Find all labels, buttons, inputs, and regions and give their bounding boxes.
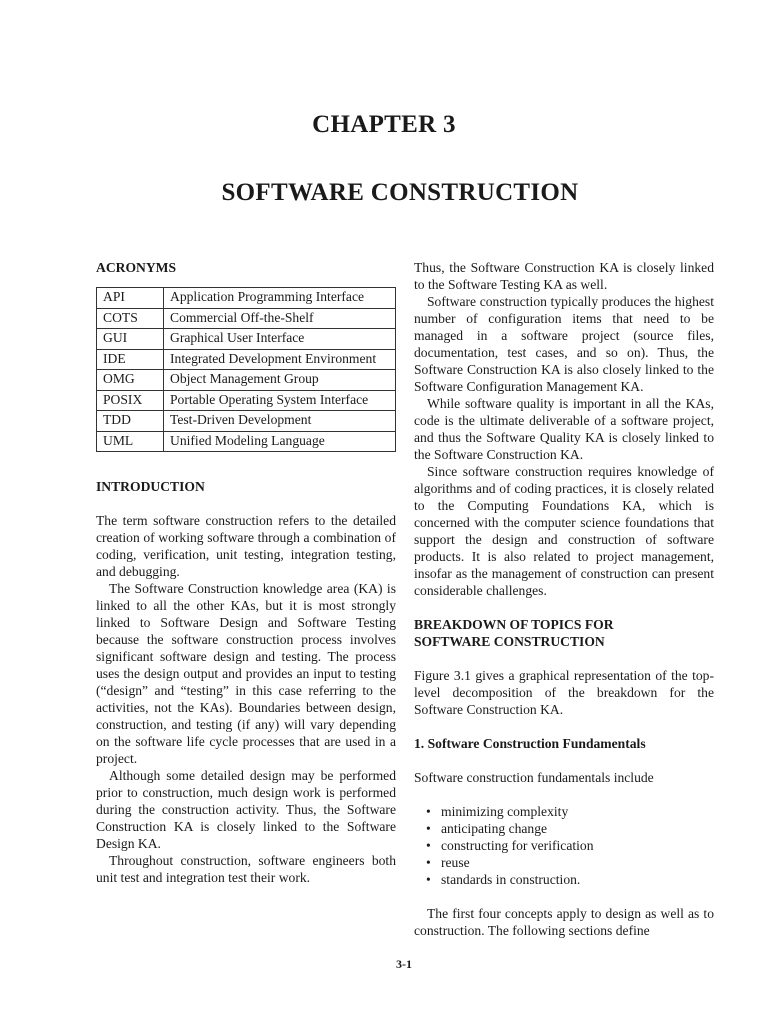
- acronym-meaning: Unified Modeling Language: [164, 431, 396, 452]
- list-item-text: constructing for verification: [441, 838, 594, 853]
- right-paragraph-4: Since software construction requires knowledge of algorithms and of coding practices, it is closely related to the Computing Foundations KA, which is concerned with the computer science foundations that support the design and construction of software products. It is also related to project management, insofar as the management of construction can present considerable challenges.: [414, 464, 714, 598]
- acronyms-table: [96, 287, 396, 452]
- acronym-abbr: POSIX: [97, 390, 164, 411]
- list-item: [426, 871, 714, 888]
- right-column: [414, 259, 714, 939]
- intro-paragraph-3: Although some detailed design may be performed prior to construction, much design work is performed during the construction activity. Thus, the Software Construction KA is closely linked to the Software Design KA.: [96, 768, 396, 851]
- acronym-row: [97, 411, 396, 432]
- breakdown-paragraph: Figure 3.1 gives a graphical representation of the top-level decomposition of the breakdown for the Software Construction KA.: [414, 668, 714, 717]
- acronym-meaning: Test-Driven Development: [164, 411, 396, 432]
- acronym-row: [97, 370, 396, 391]
- acronym-row: [97, 288, 396, 309]
- acronym-meaning: Application Programming Interface: [164, 288, 396, 309]
- bullet-icon: •: [426, 838, 431, 853]
- right-paragraph-1: Thus, the Software Construction KA is closely linked to the Software Testing KA as well.: [414, 260, 714, 292]
- acronym-abbr: GUI: [97, 329, 164, 350]
- chapter-number: CHAPTER 3: [312, 111, 456, 138]
- acronym-abbr: UML: [97, 431, 164, 452]
- list-item: [426, 854, 714, 871]
- acronym-meaning: Integrated Development Environment: [164, 349, 396, 370]
- right-paragraph-2: Software construction typically produces the highest number of configuration items that need to be managed in a software project (source files, documentation, test cases, and so on). Thus, the Software Construction KA is also closely linked to the Software Configuration Management KA.: [414, 294, 714, 394]
- acronym-abbr: TDD: [97, 411, 164, 432]
- intro-paragraph-4: Throughout construction, software engineers both unit test and integration test their work.: [96, 853, 396, 885]
- closing-paragraph: The first four concepts apply to design as well as to construction. The following sections define: [414, 906, 714, 938]
- list-item-text: minimizing complexity: [441, 804, 569, 819]
- acronym-row: [97, 308, 396, 329]
- breakdown-heading-line-2: SOFTWARE CONSTRUCTION: [414, 634, 605, 649]
- list-item-text: standards in construction.: [441, 872, 581, 887]
- intro-paragraph-2: The Software Construction knowledge area (KA) is linked to all the other KAs, but it is most strongly linked to Software Design and Software Testing because the software construction process involves significant software design and testing. The process uses the design output and provides an input to testing (“design” and “testing” in this case referring to the activities, not the KAs). Boundaries between design, construction, and testing (if any) will vary depending on the software life cycle processes that are used in a project.: [96, 581, 396, 766]
- acronym-row: [97, 390, 396, 411]
- introduction-heading: INTRODUCTION: [96, 479, 205, 494]
- fundamentals-heading: 1. Software Construction Fundamentals: [414, 736, 646, 751]
- fundamentals-list: [414, 803, 714, 888]
- acronym-row: [97, 329, 396, 350]
- list-item: [426, 820, 714, 837]
- acronym-meaning: Object Management Group: [164, 370, 396, 391]
- acronym-meaning: Commercial Off-the-Shelf: [164, 308, 396, 329]
- bullet-icon: •: [426, 872, 431, 887]
- intro-paragraph-1: The term software construction refers to the detailed creation of working software through a combination of coding, verification, unit testing, integration testing, and debugging.: [96, 513, 396, 579]
- bullet-icon: •: [426, 821, 431, 836]
- acronym-abbr: IDE: [97, 349, 164, 370]
- list-item-text: anticipating change: [441, 821, 548, 836]
- acronyms-heading: ACRONYMS: [96, 260, 177, 275]
- bullet-icon: •: [426, 855, 431, 870]
- list-item: [426, 837, 714, 854]
- bullet-icon: •: [426, 804, 431, 819]
- left-column: [96, 259, 396, 886]
- acronym-abbr: COTS: [97, 308, 164, 329]
- breakdown-heading: [414, 616, 714, 650]
- chapter-title: SOFTWARE CONSTRUCTION: [221, 179, 579, 206]
- acronym-row: [97, 431, 396, 452]
- acronym-row: [97, 349, 396, 370]
- acronym-abbr: OMG: [97, 370, 164, 391]
- acronym-meaning: Graphical User Interface: [164, 329, 396, 350]
- right-paragraph-3: While software quality is important in all the KAs, code is the ultimate deliverable of a software project, and thus the Software Quality KA is closely linked to the Software Construction KA.: [414, 396, 714, 462]
- list-item-text: reuse: [441, 855, 470, 870]
- acronyms-table-body: [97, 288, 396, 452]
- breakdown-heading-line-1: BREAKDOWN OF TOPICS FOR: [414, 617, 614, 632]
- fundamentals-intro: Software construction fundamentals include: [414, 770, 654, 785]
- list-item: [426, 803, 714, 820]
- acronym-meaning: Portable Operating System Interface: [164, 390, 396, 411]
- acronym-abbr: API: [97, 288, 164, 309]
- page-number: 3-1: [396, 957, 412, 971]
